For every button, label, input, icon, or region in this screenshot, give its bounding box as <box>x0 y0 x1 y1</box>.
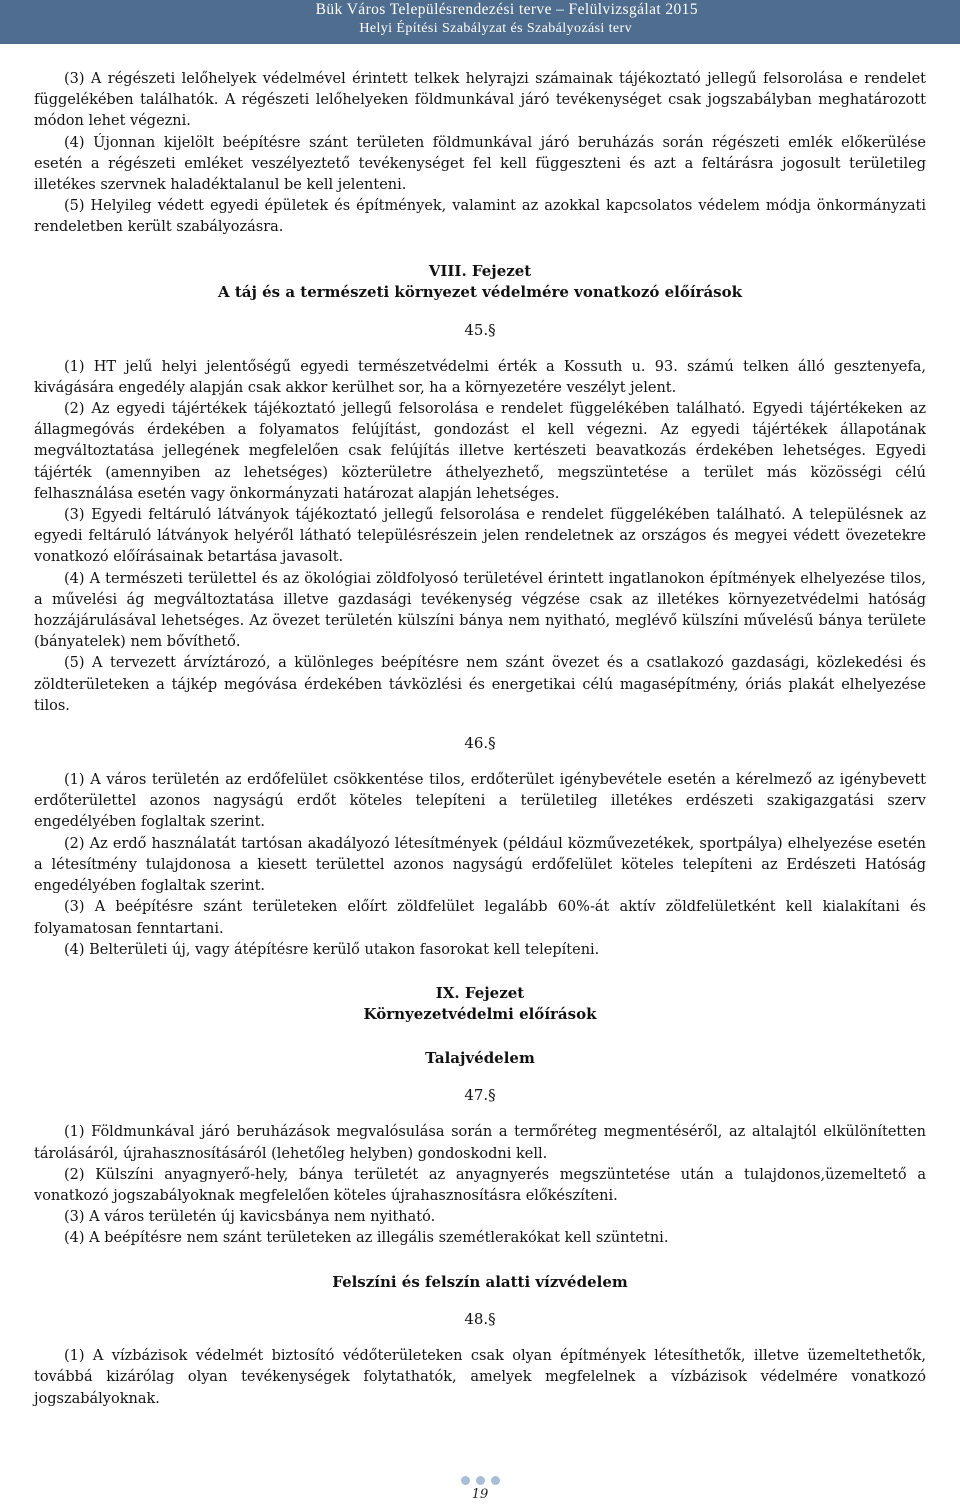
footer-dots <box>0 1476 960 1485</box>
spacer <box>34 1026 926 1048</box>
page-footer <box>0 1476 960 1502</box>
dot-icon <box>461 1476 470 1485</box>
paragraph: (1) HT jelű helyi jelentőségű egyedi természetvédelmi érték a Kossuth u. 93. számú telken álló gesztenyefa, kivágására engedély alapján csak akkor kerülhet sor, ha a környezetére veszélyt jelent. <box>34 358 926 396</box>
dot-icon <box>476 1476 485 1485</box>
spacer <box>34 717 926 733</box>
paragraph: (4) A beépítésre nem szánt területeken az illegális szemétlerakókat kell szüntetni. <box>64 1230 669 1247</box>
chapter-number: VIII. Fejezet <box>428 261 532 280</box>
page-header <box>0 0 960 44</box>
spacer <box>34 1250 926 1272</box>
section-number: 45.§ <box>464 320 496 339</box>
chapter-title: Környezetvédelmi előírások <box>363 1005 597 1024</box>
paragraph: (3) A város területén új kavicsbánya nem nyitható. <box>64 1209 436 1226</box>
spacer <box>34 341 926 357</box>
spacer <box>34 239 926 261</box>
dot-icon <box>491 1476 500 1485</box>
spacer <box>34 1330 926 1346</box>
page-number: 19 <box>471 1487 489 1502</box>
paragraph: (5) Helyileg védett egyedi épületek és építmények, valamint az azokkal kapcsolatos védelem módja önkormányzati rendeletben került szabályozásra. <box>34 198 926 236</box>
paragraph: (2) Az erdő használatát tartósan akadályozó létesítmények (például közművezetékek, sportpálya) elhelyezése esetén a létesítmény tulajdonosa a kiesett területtel azonos nagyságú erdőfelület köteles telepíteni az Erdészeti Hatóság engedélyében foglaltak szerint. <box>34 835 926 895</box>
header-subtitle: Helyi Építési Szabályzat és Szabályozási terv <box>359 21 632 36</box>
paragraph: (1) Földmunkával járó beruházások megvalósulása során a termőréteg megmentéséről, az altalajtól elkülönítetten tárolásáról, újrahasznosításáról (lehetőleg helyben) gondoskodni kell. <box>34 1124 926 1162</box>
chapter-title: A táj és a természeti környezet védelmére vonatkozó előírások <box>217 283 743 302</box>
spacer <box>34 1293 926 1309</box>
paragraph: (2) Külszíni anyagnyerő-hely, bánya területét az anyagnyerés megszüntetése után a tulajdonos,üzemeltető a vonatkozó jogszabályoknak megfelelően köteles újrahasznosításra előkészíteni. <box>34 1166 926 1205</box>
section-number: 46.§ <box>464 734 496 753</box>
section-number: 47.§ <box>464 1086 496 1105</box>
section-number: 48.§ <box>464 1310 496 1329</box>
paragraph: (1) A város területén az erdőfelület csökkentése tilos, erdőterület igénybevétele esetén a kérelmező az igénybevett erdőterülettel azonos nagyságú erdőt köteles telepíteni a területileg illetékes erdészeti szakigazgatási szerv engedélyében foglaltak szerint. <box>34 772 926 831</box>
subsection-title: Talajvédelem <box>425 1048 535 1067</box>
chapter-number: IX. Fejezet <box>435 983 525 1002</box>
spacer <box>34 1069 926 1085</box>
paragraph: (1) A vízbázisok védelmét biztosító védőterületeken csak olyan építmények létesíthetők, illetve üzemeltethetők, továbbá kizárólag olyan tevékenységek folytathatók, amelyek megfelelnek a vízbázisok védelmére vonatkozó jogszabályoknak. <box>34 1348 926 1407</box>
paragraph: (3) A beépítésre szánt területeken előírt zöldfelület legalább 60%-át aktív zöldfelületként kell kialakítani és folyamatosan fenntartani. <box>34 899 926 937</box>
paragraph: (4) Újonnan kijelölt beépítésre szánt területen földmunkával járó beruházás során régészeti emlék előkerülése esetén a régészeti emléket veszélyeztető tevékenységet fel kell függeszteni és azt a feltárásra jogosult területileg illetékes szervnek haladéktalanul be kell jelenteni. <box>34 134 926 194</box>
paragraph: (4) A természeti területtel és az ökológiai zöldfolyosó területével érintett ingatlanokon építmények elhelyezése tilos, a művelési ág megváltoztatása illetve gazdasági tevékenység végzése csak az illetékes környezetvédelmi hatóság hozzájárulásával lehetséges. Az övezet területén külszíni bánya nem nyitható, meglévő külszíni művelésű bánya területe (bányatelek) nem bővíthető. <box>34 570 926 651</box>
paragraph: (2) Az egyedi tájértékek tájékoztató jellegű felsorolása e rendelet függelékében található. Egyedi tájértékeken az állagmegóvás érdekében a folyamatos felújítást, gondozást el kell végezni. Az egyedi tájértékek állapotának megváltoztatása jellegének megfelelően csak felújítás illetve kertészeti beavatkozás érdekében lehetséges. Egyedi tájérték (amennyiben az lehetséges) közterületre áthelyezhető, megszüntetése a terület más közösségi célú felhasználása esetén vagy önkormányzati határozat alapján lehetséges. <box>34 401 926 502</box>
spacer <box>34 754 926 770</box>
subsection-title: Felszíni és felszín alatti vízvédelem <box>332 1272 628 1291</box>
document-body <box>34 69 926 1410</box>
paragraph: (3) Egyedi feltáruló látványok tájékoztató jellegű felsorolása e rendelet függelékében található. A településnek az egyedi feltáruló látványok helyéről látható településrészein jelen rendeletnek az országos és megyei védett övezetekre vonatkozó előírásainak betartása javasolt. <box>34 507 926 566</box>
paragraph: (3) A régészeti lelőhelyek védelmével érintett telkek helyrajzi számainak tájékoztató jellegű felsorolása e rendelet függelékében találhatók. A régészeti lelőhelyeken földmunkával járó tevékenységet csak jogszabályban meghatározott módon lehet végezni. <box>34 71 926 130</box>
spacer <box>34 961 926 983</box>
spacer <box>34 304 926 320</box>
paragraph: (4) Belterületi új, vagy átépítésre kerülő utakon fasorokat kell telepíteni. <box>64 941 600 958</box>
paragraph: (5) A tervezett árvíztározó, a különleges beépítésre nem szánt övezet és a csatlakozó gazdasági, közlekedési és zöldterületeken a tájkép megóvása érdekében távközlési és energetikai célú magasépítmény, óriás plakát elhelyezése tilos. <box>34 655 926 714</box>
spacer <box>34 1106 926 1122</box>
header-title: Bük Város Településrendezési terve – Felülvizsgálat 2015 <box>315 1 698 18</box>
